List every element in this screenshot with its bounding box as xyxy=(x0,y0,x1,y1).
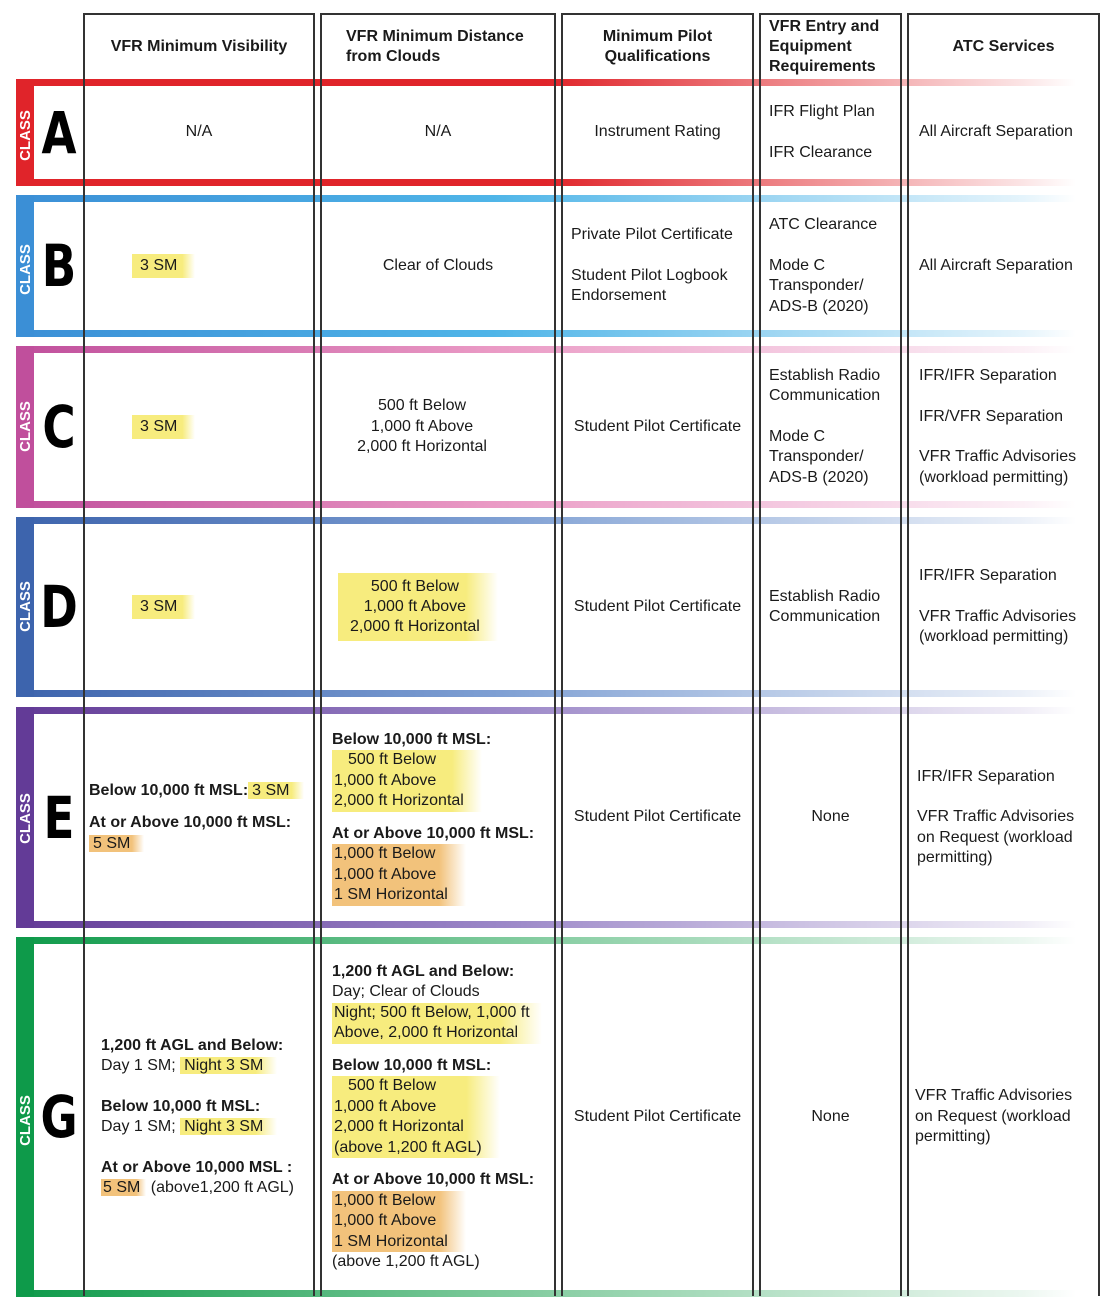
class-e-pilot: Student Pilot Certificate xyxy=(573,808,742,826)
class-d-pilot: Student Pilot Certificate xyxy=(573,597,742,615)
class-b-letter: B xyxy=(41,232,77,300)
header-visibility: VFR Minimum Visibility xyxy=(110,37,288,55)
class-a-bottom-band xyxy=(16,179,1076,186)
class-c-visibility: 3 SM xyxy=(132,353,312,501)
class-e-bottom-band xyxy=(16,921,1076,928)
class-g-cloud-distance: 1,200 ft AGL and Below: Day; Clear of Clouds Night; 500 ft Below, 1,000 ft Above, 2,000 ft Horizontal Below 10,000 ft MSL: 500 ft Below 1,000 ft Above 2,000 ft Horizontal (above 1,200 ft AGL) At or Above 10,000 ft MSL: 1,000 ft Below 1,000 ft Above 1 SM Horizontal (above 1,200 ft AGL) xyxy=(322,944,554,1290)
class-e-visibility: Below 10,000 ft MSL: 3 SM At or Above 10,000 ft MSL: 5 SM xyxy=(85,714,313,921)
class-b-pilot: Private Pilot Certificate Student Pilot Logbook Endorsement xyxy=(571,226,733,305)
class-e-top-band xyxy=(16,707,1076,714)
class-a-letter: A xyxy=(41,98,77,167)
class-a-cloud-distance: N/A xyxy=(424,123,452,141)
class-e-letter: E xyxy=(43,783,75,852)
class-d-entry: Establish Radio Communication xyxy=(769,587,881,625)
class-e-atc: IFR/IFR Separation VFR Traffic Advisories on Request (workload permitting) xyxy=(917,767,1075,866)
column-divider xyxy=(554,13,556,1296)
header-atc-services: ATC Services xyxy=(952,37,1055,55)
class-c-atc: IFR/IFR Separation IFR/VFR Separation VFR Traffic Advisories (workload permitting) xyxy=(919,367,1077,486)
class-b-word: CLASS xyxy=(16,243,34,295)
class-b-bottom-band xyxy=(16,330,1076,337)
class-e-entry: None xyxy=(811,808,850,826)
class-d-bottom-band xyxy=(16,690,1076,697)
column-divider xyxy=(1098,13,1100,1296)
class-a-top-band xyxy=(16,79,1076,86)
class-b-visibility: 3 SM xyxy=(132,202,312,330)
class-g-letter: G xyxy=(40,1083,78,1151)
class-c-letter: C xyxy=(42,393,76,461)
class-a-visibility: N/A xyxy=(185,123,213,141)
class-g-top-band xyxy=(16,937,1076,944)
class-d-top-band xyxy=(16,517,1076,524)
class-b-top-band xyxy=(16,195,1076,202)
class-c-entry: Establish Radio Communication Mode C Transponder/ ADS-B (2020) xyxy=(769,366,881,486)
column-divider xyxy=(900,13,902,1296)
class-b-entry: ATC Clearance Mode C Transponder/ ADS-B (2020) xyxy=(769,216,878,315)
class-b-atc: All Aircraft Separation xyxy=(919,256,1073,274)
class-a-pilot: Instrument Rating xyxy=(594,123,721,141)
class-d-letter: D xyxy=(40,573,78,641)
class-a-atc: All Aircraft Separation xyxy=(919,123,1073,141)
class-d-word: CLASS xyxy=(16,580,34,632)
class-e-word: CLASS xyxy=(16,792,34,844)
column-divider xyxy=(313,13,315,1296)
class-c-bottom-band xyxy=(16,501,1076,508)
class-g-word: CLASS xyxy=(16,1094,34,1146)
class-c-pilot: Student Pilot Certificate xyxy=(573,417,742,435)
column-divider xyxy=(752,13,754,1296)
class-g-pilot: Student Pilot Certificate xyxy=(573,1107,742,1125)
class-c-cloud-distance: 500 ft Below 1,000 ft Above 2,000 ft Horizontal xyxy=(357,397,487,456)
class-d-visibility: 3 SM xyxy=(132,524,312,690)
class-g-visibility: 1,200 ft AGL and Below: Day 1 SM; Night 3 SM Below 10,000 ft MSL: Day 1 SM; Night 3 SM At or Above 10,000 MSL : 5 SM (above1,200 ft AGL) xyxy=(101,1036,294,1196)
class-d-cloud-distance: 500 ft Below 1,000 ft Above 2,000 ft Horizontal xyxy=(338,524,554,690)
class-c-top-band xyxy=(16,346,1076,353)
column-divider xyxy=(83,13,85,1296)
class-b-cloud-distance: Clear of Clouds xyxy=(382,256,494,274)
class-g-atc: VFR Traffic Advisories on Request (workload permitting) xyxy=(915,1087,1073,1146)
class-e-cloud-distance: Below 10,000 ft MSL: 500 ft Below 1,000 ft Above 2,000 ft Horizontal At or Above 10,000 ft MSL: 1,000 ft Below 1,000 ft Above 1 SM Horizontal xyxy=(322,714,554,921)
header-entry-requirements: VFR Entry and Equipment Requirements xyxy=(769,17,880,75)
class-a-entry: IFR Flight Plan IFR Clearance xyxy=(769,103,875,161)
header-pilot-qualifications: Minimum Pilot Qualifications xyxy=(602,27,713,65)
class-d-atc: IFR/IFR Separation VFR Traffic Advisories (workload permitting) xyxy=(919,567,1077,646)
class-g-entry: None xyxy=(811,1107,850,1125)
class-a-word: CLASS xyxy=(16,109,34,161)
header-cloud-distance: VFR Minimum Distance from Clouds xyxy=(346,27,524,65)
class-c-word: CLASS xyxy=(16,400,34,452)
